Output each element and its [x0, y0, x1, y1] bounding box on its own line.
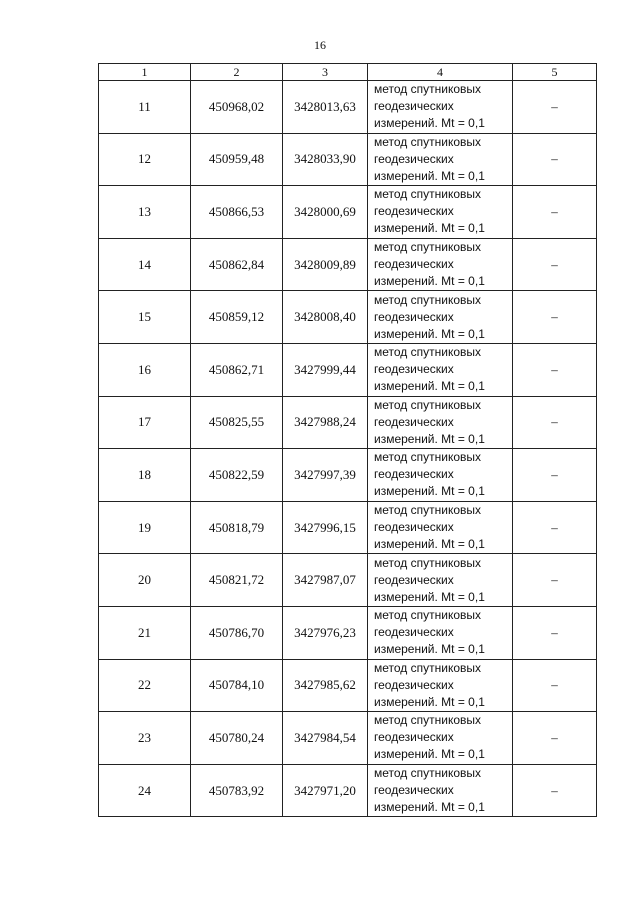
point-number-cell: 20	[99, 554, 191, 607]
note-cell: –	[513, 238, 597, 291]
x-coordinate-cell: 450821,72	[191, 554, 283, 607]
note-cell: –	[513, 712, 597, 765]
point-number-cell: 18	[99, 449, 191, 502]
method-line: геодезических	[374, 362, 454, 377]
note-cell: –	[513, 81, 597, 134]
method-cell	[368, 343, 513, 396]
point-number-cell: 11	[99, 81, 191, 134]
method-cell	[368, 554, 513, 607]
y-coordinate-cell: 3427984,54	[283, 712, 368, 765]
table-row	[99, 396, 597, 449]
y-coordinate-cell: 3427976,23	[283, 606, 368, 659]
x-coordinate-cell: 450786,70	[191, 606, 283, 659]
method-line: метод спутниковых	[374, 503, 482, 518]
method-line: метод спутниковых	[374, 82, 482, 97]
note-cell: –	[513, 186, 597, 239]
method-line: геодезических	[374, 572, 454, 587]
method-line: измерений. Mt = 0,1	[374, 274, 485, 289]
method-line: измерений. Mt = 0,1	[374, 431, 485, 446]
table-row	[99, 764, 597, 817]
column-header: 4	[368, 64, 513, 81]
method-line: метод спутниковых	[374, 555, 482, 570]
x-coordinate-cell: 450818,79	[191, 501, 283, 554]
x-coordinate-cell: 450959,48	[191, 133, 283, 186]
method-line: метод спутниковых	[374, 766, 482, 781]
method-line: геодезических	[374, 257, 454, 272]
method-line: измерений. Mt = 0,1	[374, 221, 485, 236]
method-cell	[368, 186, 513, 239]
x-coordinate-cell: 450859,12	[191, 291, 283, 344]
note-cell: –	[513, 501, 597, 554]
point-number-cell: 21	[99, 606, 191, 659]
method-line: геодезических	[374, 677, 454, 692]
x-coordinate-cell: 450862,71	[191, 343, 283, 396]
method-line: измерений. Mt = 0,1	[374, 116, 485, 131]
method-line: метод спутниковых	[374, 450, 482, 465]
column-header: 3	[283, 64, 368, 81]
x-coordinate-cell: 450783,92	[191, 764, 283, 817]
column-header: 2	[191, 64, 283, 81]
method-cell	[368, 81, 513, 134]
method-cell	[368, 396, 513, 449]
point-number-cell: 12	[99, 133, 191, 186]
y-coordinate-cell: 3427985,62	[283, 659, 368, 712]
note-cell: –	[513, 133, 597, 186]
method-line: геодезических	[374, 625, 454, 640]
method-line: геодезических	[374, 467, 454, 482]
y-coordinate-cell: 3428009,89	[283, 238, 368, 291]
y-coordinate-cell: 3427997,39	[283, 449, 368, 502]
method-cell	[368, 133, 513, 186]
method-line: метод спутниковых	[374, 187, 482, 202]
method-cell	[368, 606, 513, 659]
y-coordinate-cell: 3428033,90	[283, 133, 368, 186]
method-line: геодезических	[374, 730, 454, 745]
x-coordinate-cell: 450862,84	[191, 238, 283, 291]
point-number-cell: 13	[99, 186, 191, 239]
method-cell	[368, 764, 513, 817]
note-cell: –	[513, 554, 597, 607]
table-row	[99, 186, 597, 239]
method-line: измерений. Mt = 0,1	[374, 589, 485, 604]
table-header-row	[99, 64, 597, 81]
method-line: геодезических	[374, 99, 454, 114]
x-coordinate-cell: 450968,02	[191, 81, 283, 134]
page-number: 16	[314, 38, 326, 52]
y-coordinate-cell: 3427988,24	[283, 396, 368, 449]
table-row	[99, 659, 597, 712]
table-row	[99, 501, 597, 554]
method-line: метод спутниковых	[374, 240, 482, 255]
note-cell: –	[513, 291, 597, 344]
method-line: метод спутниковых	[374, 292, 482, 307]
note-cell: –	[513, 606, 597, 659]
method-cell	[368, 238, 513, 291]
y-coordinate-cell: 3427987,07	[283, 554, 368, 607]
note-cell: –	[513, 449, 597, 502]
point-number-cell: 15	[99, 291, 191, 344]
method-line: измерений. Mt = 0,1	[374, 379, 485, 394]
point-number-cell: 19	[99, 501, 191, 554]
y-coordinate-cell: 3427999,44	[283, 343, 368, 396]
point-number-cell: 14	[99, 238, 191, 291]
table-row	[99, 291, 597, 344]
method-line: геодезических	[374, 309, 454, 324]
point-number-cell: 22	[99, 659, 191, 712]
table-row	[99, 343, 597, 396]
method-line: измерений. Mt = 0,1	[374, 537, 485, 552]
table-row	[99, 606, 597, 659]
y-coordinate-cell: 3428000,69	[283, 186, 368, 239]
method-line: метод спутниковых	[374, 713, 482, 728]
note-cell: –	[513, 764, 597, 817]
method-line: геодезических	[374, 783, 454, 798]
y-coordinate-cell: 3427996,15	[283, 501, 368, 554]
point-number-cell: 23	[99, 712, 191, 765]
method-line: геодезических	[374, 520, 454, 535]
method-line: измерений. Mt = 0,1	[374, 800, 485, 815]
method-cell	[368, 712, 513, 765]
method-line: геодезических	[374, 151, 454, 166]
point-number-cell: 16	[99, 343, 191, 396]
method-line: измерений. Mt = 0,1	[374, 642, 485, 657]
table-row	[99, 449, 597, 502]
column-header: 1	[99, 64, 191, 81]
method-line: измерений. Mt = 0,1	[374, 326, 485, 341]
coordinates-table	[98, 63, 597, 817]
method-line: измерений. Mt = 0,1	[374, 747, 485, 762]
method-cell	[368, 501, 513, 554]
method-line: метод спутниковых	[374, 134, 482, 149]
note-cell: –	[513, 659, 597, 712]
method-line: измерений. Mt = 0,1	[374, 484, 485, 499]
table-row	[99, 133, 597, 186]
method-line: геодезических	[374, 204, 454, 219]
point-number-cell: 17	[99, 396, 191, 449]
point-number-cell: 24	[99, 764, 191, 817]
method-line: геодезических	[374, 414, 454, 429]
table-row	[99, 81, 597, 134]
method-cell	[368, 449, 513, 502]
x-coordinate-cell: 450866,53	[191, 186, 283, 239]
method-line: метод спутниковых	[374, 397, 482, 412]
column-header: 5	[513, 64, 597, 81]
x-coordinate-cell: 450822,59	[191, 449, 283, 502]
note-cell: –	[513, 343, 597, 396]
note-cell: –	[513, 396, 597, 449]
table-row	[99, 238, 597, 291]
method-line: измерений. Mt = 0,1	[374, 168, 485, 183]
y-coordinate-cell: 3427971,20	[283, 764, 368, 817]
x-coordinate-cell: 450780,24	[191, 712, 283, 765]
method-cell	[368, 291, 513, 344]
table-row	[99, 712, 597, 765]
method-cell	[368, 659, 513, 712]
y-coordinate-cell: 3428008,40	[283, 291, 368, 344]
table-row	[99, 554, 597, 607]
method-line: метод спутниковых	[374, 345, 482, 360]
method-line: измерений. Mt = 0,1	[374, 694, 485, 709]
method-line: метод спутниковых	[374, 660, 482, 675]
y-coordinate-cell: 3428013,63	[283, 81, 368, 134]
x-coordinate-cell: 450784,10	[191, 659, 283, 712]
x-coordinate-cell: 450825,55	[191, 396, 283, 449]
method-line: метод спутниковых	[374, 608, 482, 623]
